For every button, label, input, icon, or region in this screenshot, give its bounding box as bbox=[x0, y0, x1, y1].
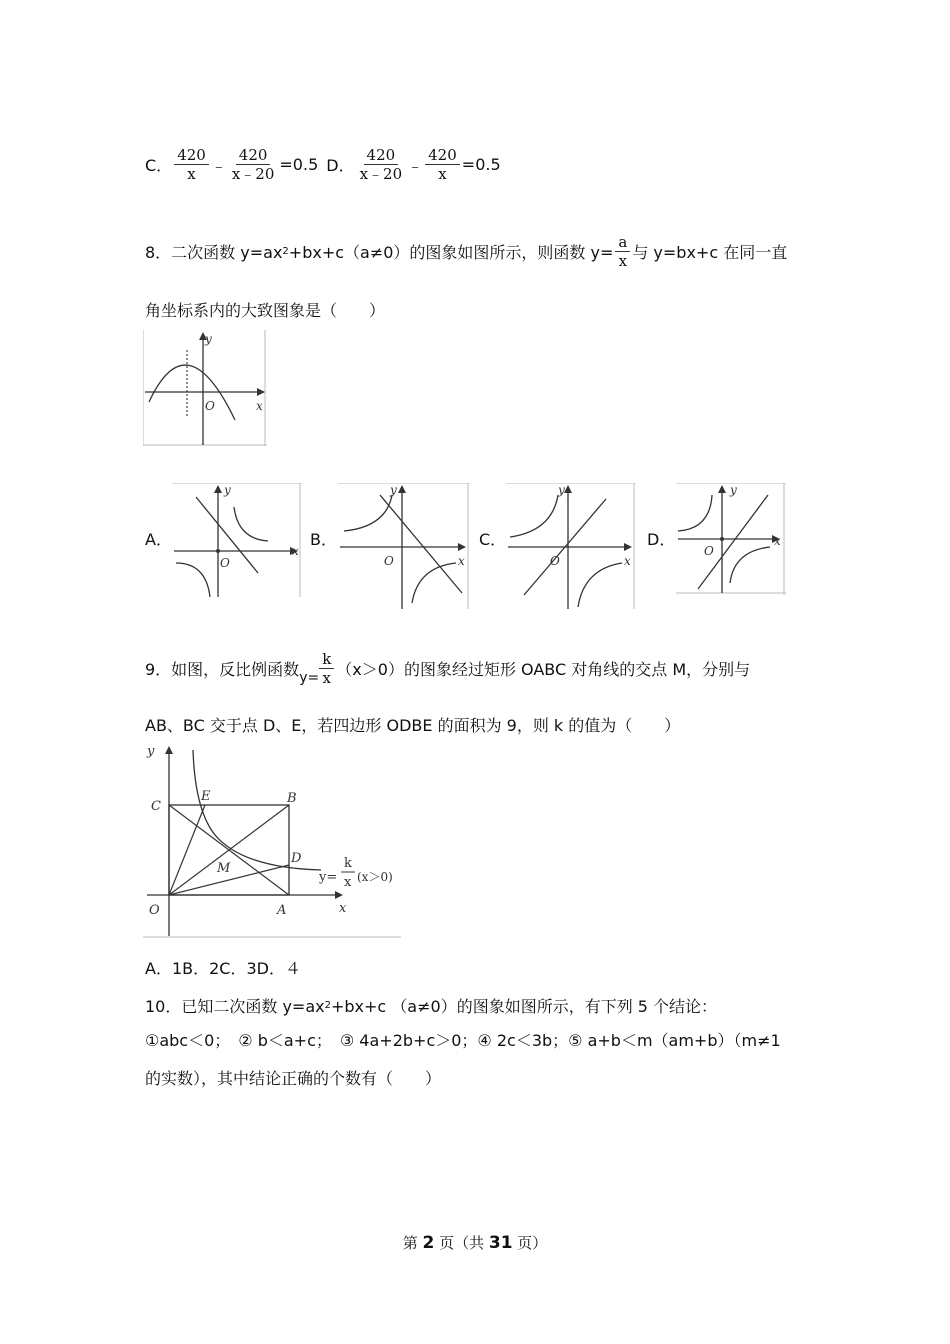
q9-stem-line1: 9．如图，反比例函数 y= $\frac{k}{x}$ （x＞0）的图象经过矩形 OABC 对角线的交点 M，分别与 bbox=[145, 650, 751, 687]
q7-c-equals: =0.5 bbox=[279, 155, 319, 174]
svg-text:x: x bbox=[292, 544, 299, 558]
q9-axis-y: y bbox=[147, 744, 155, 759]
q7-d-equals: =0.5 bbox=[461, 155, 501, 174]
q8-stem-line1: 8．二次函数 y=ax 2 +bx+c（a≠0）的图象如图所示，则函数 y= $\frac{a}{x}$ 与 y=bx+c 在同一直 bbox=[145, 233, 788, 270]
svg-text:O: O bbox=[384, 554, 394, 568]
svg-text:y: y bbox=[730, 483, 737, 497]
q7-d-fraction-2: $\frac{420}{x}$ bbox=[425, 146, 460, 183]
q9-func-pre: y= bbox=[319, 870, 338, 885]
q7-option-d-label: D． bbox=[326, 156, 355, 175]
q7-c-fraction-1: $\frac{420}{x}$ bbox=[174, 146, 209, 183]
svg-text:O: O bbox=[704, 544, 714, 558]
q8-option-a-figure bbox=[172, 483, 302, 597]
q8-parabola-figure bbox=[143, 330, 267, 446]
svg-text:O: O bbox=[220, 556, 230, 570]
svg-text:O: O bbox=[550, 554, 560, 568]
svg-text:y: y bbox=[224, 483, 231, 497]
svg-text:y: y bbox=[558, 483, 565, 497]
q10-stem-line2: ①abc＜0； ② b＜a+c； ③ 4a+2b+c＞0；④ 2c＜3b；⑤ a+b＜m（am+b）（m≠1 bbox=[145, 1031, 781, 1050]
q8-option-d-figure bbox=[676, 483, 786, 595]
q8-option-b-label: B． bbox=[310, 530, 337, 549]
q7-options-row bbox=[145, 146, 501, 183]
q8-option-c-label: C． bbox=[479, 530, 507, 549]
q9-point-d: D bbox=[291, 851, 302, 866]
q8-option-b-figure bbox=[338, 483, 470, 609]
q9-point-o: O bbox=[149, 903, 160, 918]
q9-func-den: x bbox=[344, 875, 352, 890]
q8-fraction: $\frac{a}{x}$ bbox=[615, 233, 630, 270]
page-footer: 第 2 页（共 31 页） bbox=[402, 1233, 548, 1253]
q9-point-a: A bbox=[277, 903, 287, 918]
axis-y-label: y bbox=[205, 332, 212, 346]
q10-stem-line3: 的实数），其中结论正确的个数有（ ） bbox=[145, 1069, 442, 1088]
origin-label: O bbox=[205, 399, 215, 413]
q8-option-d-label: D． bbox=[647, 530, 676, 549]
q9-answer-options: A．1B．2C．3D．４ bbox=[145, 959, 301, 978]
q9-func-num: k bbox=[344, 856, 352, 871]
q7-d-minus: ﹣ bbox=[407, 156, 424, 175]
q8-option-c-figure bbox=[506, 483, 636, 609]
svg-text:y: y bbox=[390, 483, 397, 497]
q8-option-a-label: A． bbox=[145, 530, 172, 549]
q9-stem-line2: AB、BC 交于点 D、E，若四边形 ODBE 的面积为 9，则 k 的值为（ ） bbox=[145, 716, 681, 735]
q8-stem-line2: 角坐标系内的大致图象是（ ） bbox=[145, 301, 386, 320]
q9-point-b: B bbox=[287, 791, 297, 806]
axis-x-label: x bbox=[256, 399, 263, 413]
q7-c-fraction-2: $\frac{420}{x﹣20}$ bbox=[231, 146, 275, 183]
q9-point-c: C bbox=[151, 799, 161, 814]
svg-text:x: x bbox=[458, 554, 465, 568]
q7-c-minus: ﹣ bbox=[210, 156, 227, 175]
q9-point-e: E bbox=[201, 789, 211, 804]
svg-text:x: x bbox=[624, 554, 631, 568]
q7-d-fraction-1: $\frac{420}{x﹣20}$ bbox=[359, 146, 403, 183]
q10-stem-line1: 10．已知二次函数 y=ax 2 +bx+c （a≠0）的图象如图所示，有下列 5 个结论： bbox=[145, 997, 718, 1016]
q9-rectangle-figure bbox=[143, 740, 405, 938]
q9-axis-x: x bbox=[339, 901, 347, 916]
q9-point-m: M bbox=[217, 861, 231, 876]
q9-func-cond: (x＞0) bbox=[357, 870, 393, 884]
q9-fraction: $\frac{k}{x}$ bbox=[319, 650, 334, 687]
current-page-number: 2 bbox=[422, 1233, 435, 1253]
q7-option-c-label: C． bbox=[145, 156, 173, 175]
total-page-number: 31 bbox=[488, 1233, 513, 1253]
svg-text:x: x bbox=[774, 534, 781, 548]
